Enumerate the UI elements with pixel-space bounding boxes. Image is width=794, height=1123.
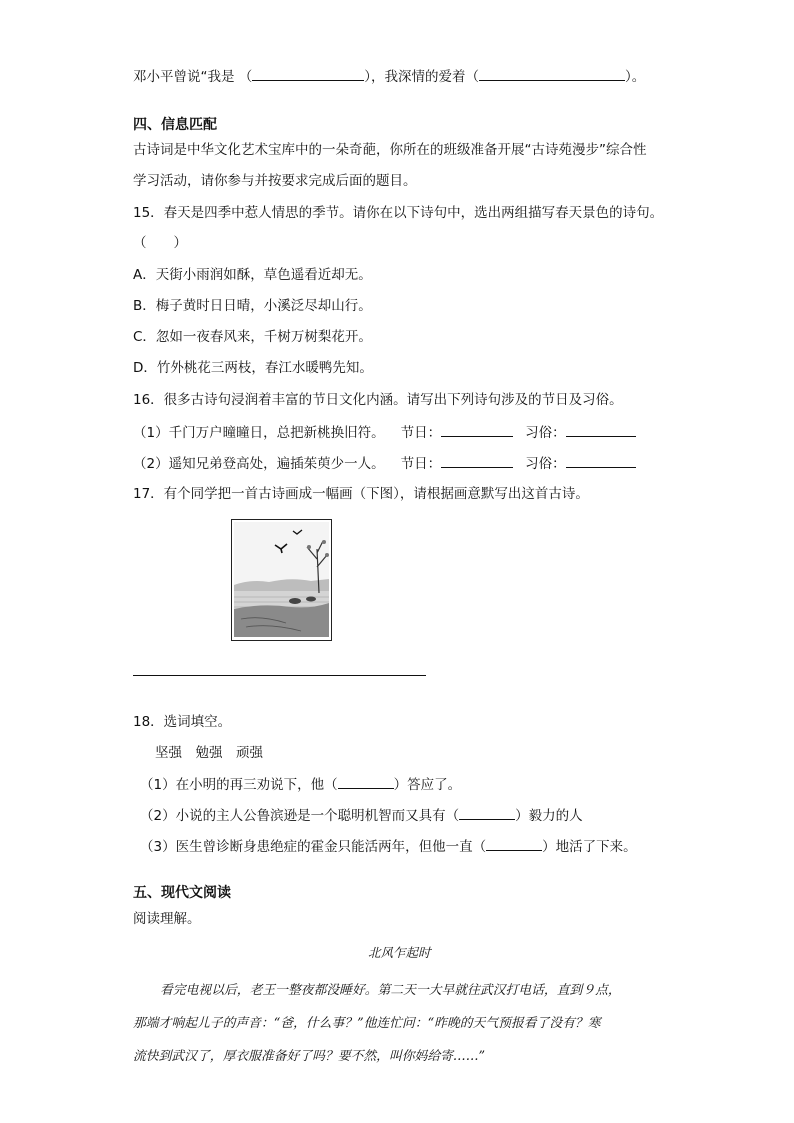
festival-blank[interactable] bbox=[441, 454, 513, 468]
poem-text: （2）遥知兄弟登高处，遍插茱萸少一人。 bbox=[133, 456, 385, 472]
custom-blank[interactable] bbox=[566, 423, 636, 437]
intro-text: 古诗词是中华文化艺术宝库中的一朵奇葩，你所在的班级准备开展“古诗苑漫步”综合性 bbox=[133, 142, 647, 158]
question-stem: 15．春天是四季中惹人情思的季节。请你在以下诗句中，选出两组描写春天景色的诗句。 bbox=[133, 205, 664, 221]
article-title: 北风乍起时 bbox=[368, 945, 431, 960]
section-subheading: 阅读理解。 bbox=[133, 911, 201, 927]
option-d[interactable]: D．竹外桃花三两枝，春江水暖鸭先知。 bbox=[133, 360, 373, 376]
option-c[interactable]: C．忽如一夜春风来，千树万树梨花开。 bbox=[133, 329, 372, 345]
option-b[interactable]: B．梅子黄时日日晴，小溪泛尽却山行。 bbox=[133, 298, 372, 314]
fill-item bbox=[140, 806, 583, 825]
fill-item bbox=[140, 775, 461, 794]
intro-text: 学习活动，请你参与并按要求完成后面的题目。 bbox=[133, 173, 417, 189]
item-text: ）地活了下来。 bbox=[542, 839, 637, 855]
item-text: （3）医生曾诊断身患绝症的霍金只能活两年，但他一直（ bbox=[140, 839, 487, 855]
option-a[interactable]: A．天街小雨润如酥，草色遥看近却无。 bbox=[133, 267, 372, 283]
article-paragraph: 流快到武汉了，厚衣服准备好了吗？要不然，叫你妈给寄……” bbox=[133, 1049, 486, 1064]
text-segment: ），我深情的爱着（ bbox=[364, 69, 480, 85]
answer-line[interactable] bbox=[133, 675, 426, 676]
answer-blank[interactable] bbox=[252, 67, 364, 81]
item-text: （1）在小明的再三劝说下，他（ bbox=[140, 777, 338, 793]
festival-label: 节日： bbox=[400, 425, 442, 441]
item-text: ）毅力的人 bbox=[515, 808, 583, 824]
text-segment: ）。 bbox=[625, 69, 646, 85]
answer-blank[interactable] bbox=[479, 67, 625, 81]
answer-blank[interactable] bbox=[338, 775, 394, 789]
custom-label: 习俗： bbox=[525, 456, 566, 472]
article-paragraph: 那端才响起儿子的声音：“爸，什么事？”他连忙问：“昨晚的天气预报看了没有？寒 bbox=[133, 1016, 601, 1031]
article-paragraph: 看完电视以后，老王一整夜都没睡好。第二天一大早就往武汉打电话，直到９点， bbox=[160, 983, 621, 998]
word-choices: 坚强 勉强 顽强 bbox=[155, 745, 263, 761]
item-text: ）答应了。 bbox=[393, 777, 462, 793]
answer-blank[interactable] bbox=[486, 837, 542, 851]
poem-illustration bbox=[231, 519, 332, 641]
poem-item bbox=[133, 423, 636, 442]
question-stem: 16．很多古诗句浸润着丰富的节日文化内涵。请写出下列诗句涉及的节日及习俗。 bbox=[133, 392, 623, 408]
text-segment: 邓小平曾说“我是 （ bbox=[133, 69, 253, 85]
custom-blank[interactable] bbox=[566, 454, 636, 468]
answer-blank[interactable] bbox=[459, 806, 515, 820]
answer-paren[interactable]: （ ） bbox=[133, 235, 187, 251]
fill-blank-line bbox=[133, 67, 645, 86]
poem-text: （1）千门万户曈曈日，总把新桃换旧符。 bbox=[133, 425, 385, 441]
festival-blank[interactable] bbox=[441, 423, 513, 437]
fill-item bbox=[140, 837, 637, 856]
question-stem: 17．有个同学把一首古诗画成一幅画（下图），请根据画意默写出这首古诗。 bbox=[133, 486, 589, 502]
custom-label: 习俗： bbox=[525, 425, 566, 441]
poem-item bbox=[133, 454, 636, 473]
festival-label: 节日： bbox=[400, 456, 442, 472]
item-text: （2）小说的主人公鲁滨逊是一个聪明机智而又具有（ bbox=[140, 808, 460, 824]
question-stem: 18．选词填空。 bbox=[133, 714, 232, 730]
section-heading: 四、信息匹配 bbox=[133, 117, 217, 133]
section-heading: 五、现代文阅读 bbox=[133, 885, 231, 901]
